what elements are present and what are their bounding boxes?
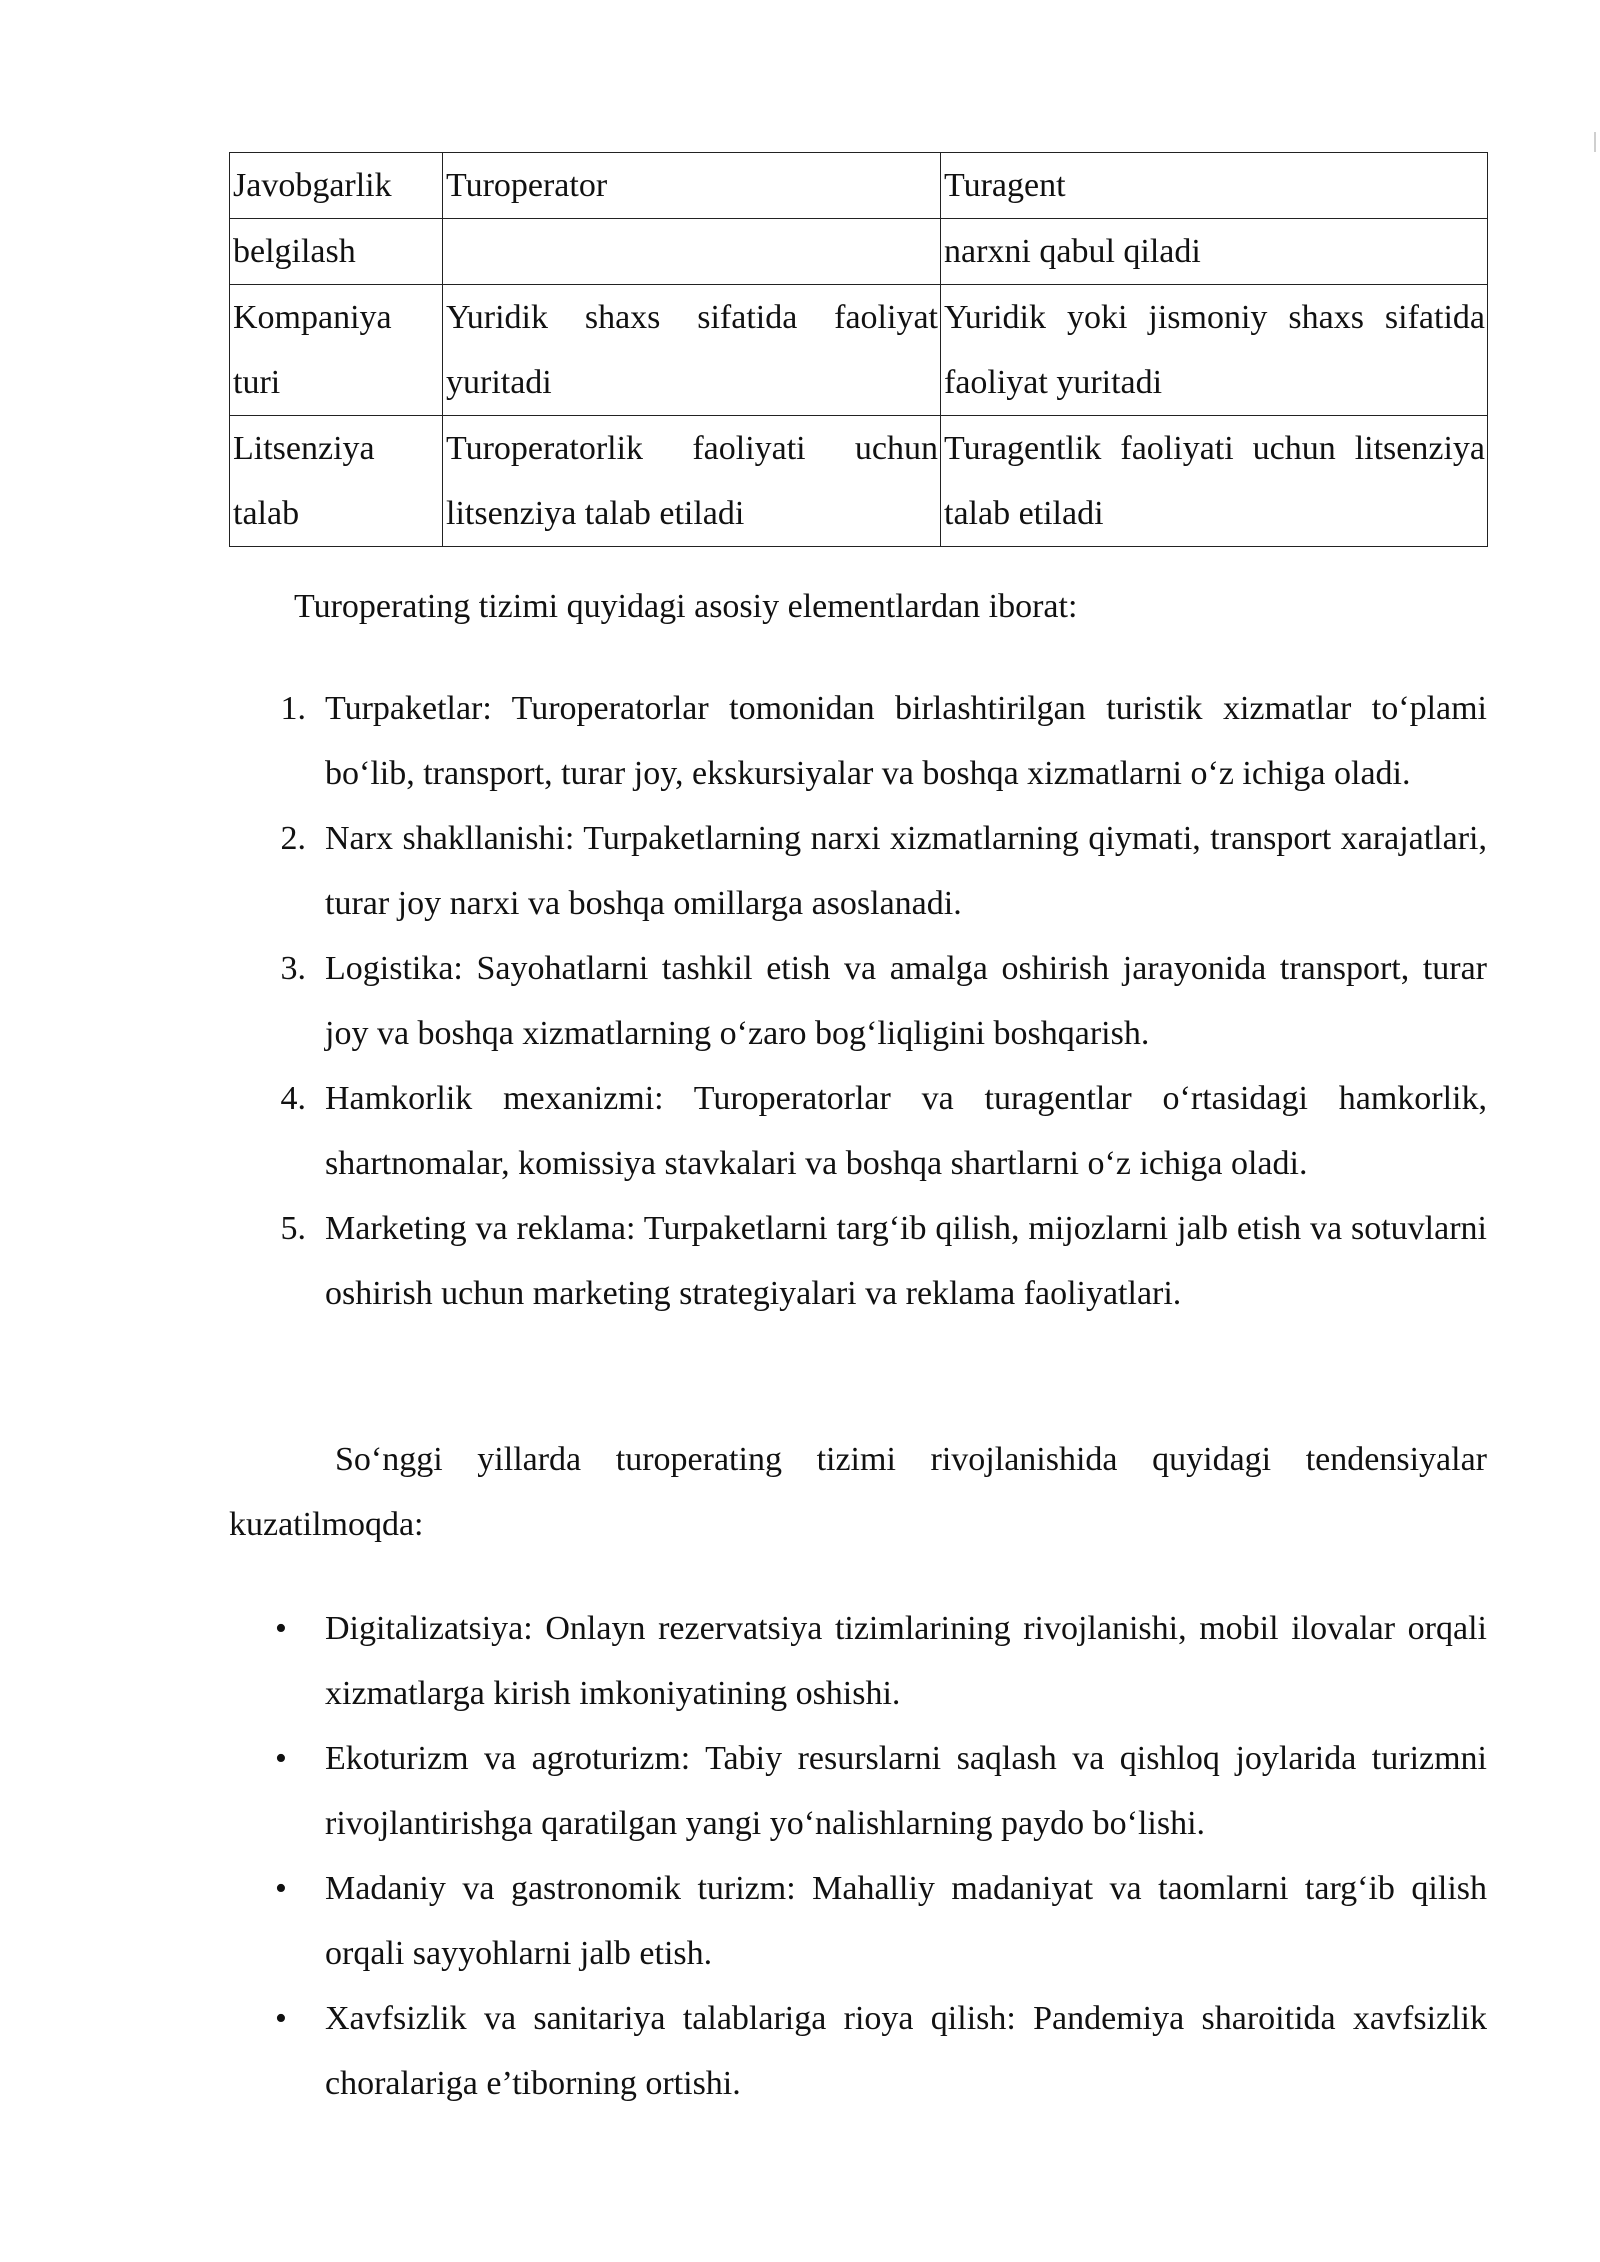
- list-item-text: Marketing va reklama: Turpaketlarni targ‘ib qilish, mijozlarni jalb etish va sotuvlarni oshirish uchun marketing strategiyalari va reklama faoliyatlari.: [325, 1210, 1487, 1312]
- list-item: [229, 1066, 1487, 1196]
- list-number: 3.: [280, 950, 306, 987]
- list-number: 4.: [280, 1080, 306, 1117]
- table-cell: Litsenziya talab: [230, 416, 443, 547]
- list-item: [229, 936, 1487, 1066]
- table-cell: Turoperator: [443, 153, 941, 219]
- list-item-text: Xavfsizlik va sanitariya talablariga rioya qilish: Pandemiya sharoitida xavfsizlik choralariga e’tiborning ortishi.: [325, 2000, 1487, 2102]
- list-item: [229, 1856, 1487, 1986]
- list-number: 5.: [280, 1210, 306, 1247]
- list-number: 2.: [280, 820, 306, 857]
- bullet-icon: •: [275, 1740, 287, 1777]
- table-cell: Kompaniya turi: [230, 285, 443, 416]
- list-item-text: Narx shakllanishi: Turpaketlarning narxi xizmatlarning qiymati, transport xarajatlari, turar joy narxi va boshqa omillarga asoslanadi.: [325, 820, 1487, 922]
- list-item-text: Ekoturizm va agroturizm: Tabiy resurslarni saqlash va qishloq joylarida turizmni rivojlantirishga qaratilgan yangi yo‘nalishlarning paydo bo‘lishi.: [325, 1740, 1487, 1842]
- page-edge-mark: [1594, 132, 1596, 152]
- table-cell: Turagentlik faoliyati uchun litsenziya talab etiladi: [941, 416, 1488, 547]
- list-item: [229, 676, 1487, 806]
- bullet-icon: •: [275, 1870, 287, 1907]
- bullet-icon: •: [275, 1610, 287, 1647]
- list-item-text: Digitalizatsiya: Onlayn rezervatsiya tizimlarining rivojlanishi, mobil ilovalar orqali xizmatlarga kirish imkoniyatining oshishi.: [325, 1610, 1487, 1712]
- table-cell: Yuridik yoki jismoniy shaxs sifatida faoliyat yuritadi: [941, 285, 1488, 416]
- table-row: [230, 416, 1488, 547]
- table-row: [230, 285, 1488, 416]
- list-item-text: Logistika: Sayohatlarni tashkil etish va amalga oshirish jarayonida transport, turar joy va boshqa xizmatlarning o‘zaro bog‘liqligini boshqarish.: [325, 950, 1487, 1052]
- table-row: [230, 153, 1488, 219]
- list-item-text: Madaniy va gastronomik turizm: Mahalliy madaniyat va taomlarni targ‘ib qilish orqali sayyohlarni jalb etish.: [325, 1870, 1487, 1972]
- list-number: 1.: [280, 690, 306, 727]
- table-cell: Turagent: [941, 153, 1488, 219]
- list-item-text: Hamkorlik mexanizmi: Turoperatorlar va turagentlar o‘rtasidagi hamkorlik, shartnomalar, komissiya stavkalari va boshqa shartlarni o‘z ichiga oladi.: [325, 1080, 1487, 1182]
- table-cell: Javobgarlik: [230, 153, 443, 219]
- list-item: [229, 806, 1487, 936]
- table-cell: Turoperatorlik faoliyati uchun litsenziya talab etiladi: [443, 416, 941, 547]
- table-cell: narxni qabul qiladi: [941, 219, 1488, 285]
- list-item: [229, 1196, 1487, 1326]
- table-cell: belgilash: [230, 219, 443, 285]
- table-row: [230, 219, 1488, 285]
- table-cell: [443, 219, 941, 285]
- trends-paragraph: So‘nggi yillarda turoperating tizimi rivojlanishida quyidagi tendensiyalar kuzatilmoqda:: [229, 1441, 1487, 1543]
- list-item: [229, 1726, 1487, 1856]
- comparison-table: [229, 152, 1488, 547]
- numbered-list: [229, 676, 1487, 1326]
- intro-paragraph: Turoperating tizimi quyidagi asosiy elementlardan iborat:: [294, 588, 1078, 625]
- table-cell: Yuridik shaxs sifatida faoliyat yuritadi: [443, 285, 941, 416]
- bullet-list: [229, 1596, 1487, 2116]
- list-item-text: Turpaketlar: Turoperatorlar tomonidan birlashtirilgan turistik xizmatlar to‘plami bo‘lib, transport, turar joy, ekskursiyalar va boshqa xizmatlarni o‘z ichiga oladi.: [325, 690, 1487, 792]
- bullet-icon: •: [275, 2000, 287, 2037]
- list-item: [229, 1596, 1487, 1726]
- list-item: [229, 1986, 1487, 2116]
